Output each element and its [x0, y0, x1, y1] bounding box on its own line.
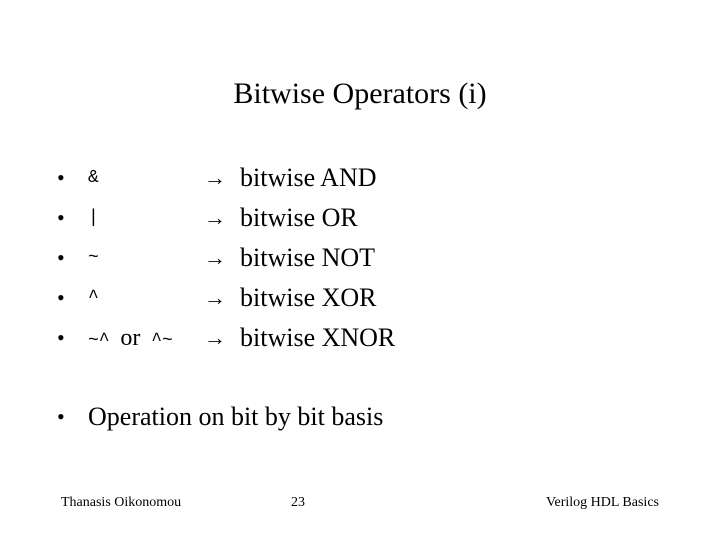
operator-row-or	[0, 198, 720, 238]
slide-title	[0, 74, 720, 114]
operator-symbol: |	[88, 208, 99, 228]
right-arrow-icon: →	[204, 165, 226, 190]
operator-row-and	[0, 158, 720, 198]
operator-symbol: ~^	[88, 331, 110, 351]
operator-symbol: ~	[88, 248, 99, 268]
footer-course: Verilog HDL Basics	[545, 495, 659, 510]
footer-page-number: 23	[291, 495, 305, 510]
right-arrow-icon: →	[204, 325, 226, 350]
operator-row-xor	[0, 278, 720, 318]
operator-symbol: ^	[88, 288, 99, 308]
bullet-icon: •	[57, 404, 65, 429]
operator-symbol: ^~	[151, 331, 173, 351]
operator-symbol-group	[88, 318, 173, 361]
right-arrow-icon: →	[204, 285, 226, 310]
slide-title-text: Bitwise Operators (i)	[233, 77, 487, 110]
bullet-icon: •	[57, 285, 65, 310]
operator-description: bitwise OR	[240, 203, 358, 232]
or-word: or	[120, 325, 141, 351]
operator-row-xnor	[0, 318, 720, 358]
right-arrow-icon: →	[204, 245, 226, 270]
right-arrow-icon: →	[204, 205, 226, 230]
bullet-icon: •	[57, 245, 65, 270]
operator-description: bitwise XNOR	[240, 323, 396, 352]
bullet-icon: •	[57, 325, 65, 350]
basis-text: Operation on bit by bit basis	[88, 402, 384, 431]
bullet-icon: •	[57, 205, 65, 230]
basis-row	[0, 397, 720, 437]
operator-description: bitwise NOT	[240, 243, 376, 272]
bullet-icon: •	[57, 165, 65, 190]
operator-symbol: &	[88, 168, 99, 188]
operator-description: bitwise XOR	[240, 283, 377, 312]
operator-description: bitwise AND	[240, 163, 377, 192]
operator-row-not	[0, 238, 720, 278]
footer-author: Thanasis Oikonomou	[61, 495, 182, 510]
